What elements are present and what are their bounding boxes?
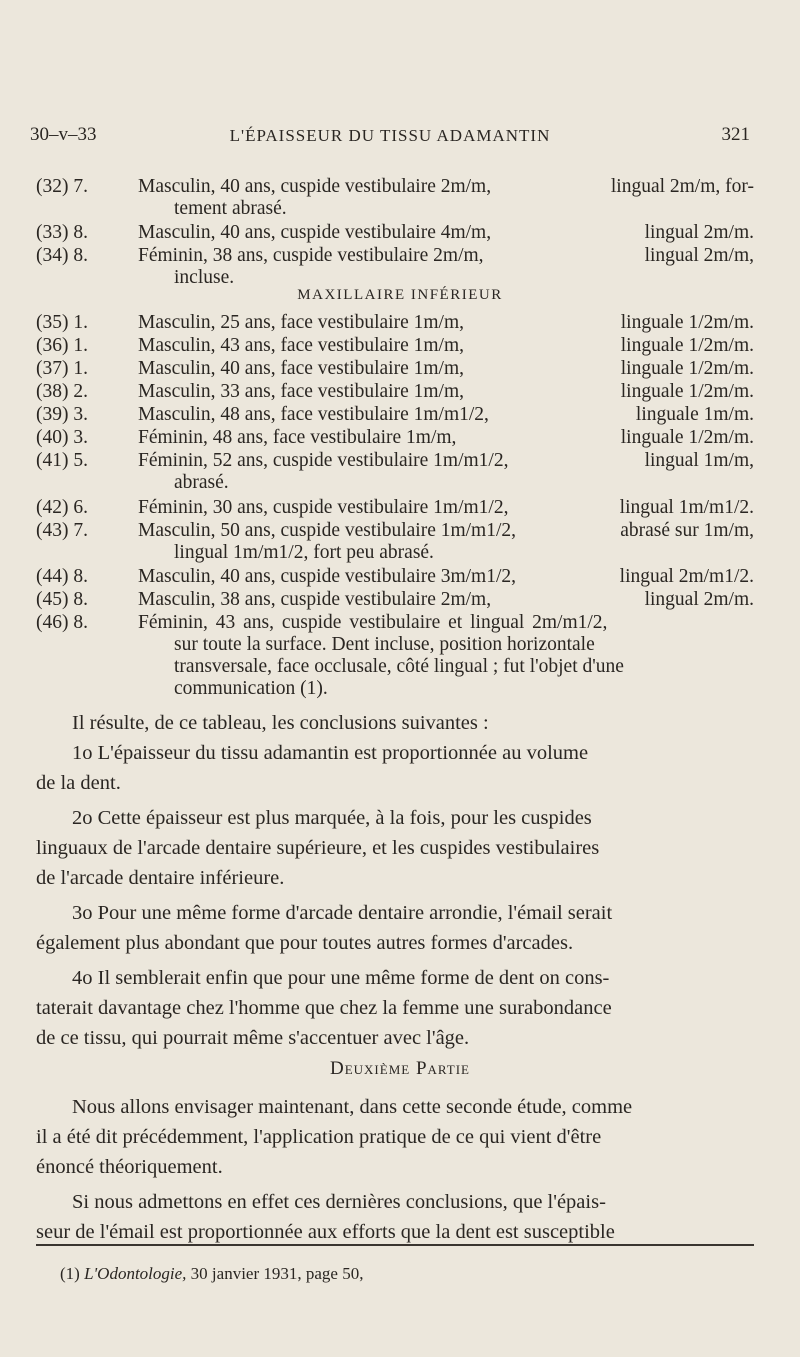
entry-number: (36) 1. (36, 335, 88, 356)
body-paragraph (36, 1092, 754, 1247)
entry-text: Féminin, 30 ans, cuspide vestibulaire 1m/m1/2, (138, 497, 509, 518)
entry-number: (43) 7. (36, 520, 88, 541)
entry-text: Féminin, 43 ans, cuspide vestibulaire et lingual 2m/m1/2, (138, 612, 608, 633)
conclusion-line: 1o L'épaisseur du tissu adamantin est proportionnée au volume (72, 742, 589, 764)
entry-number: (34) 8. (36, 245, 88, 266)
conclusion-line: 3o Pour une même forme d'arcade dentaire arrondie, l'émail serait (72, 902, 613, 924)
entry-right: lingual 1m/m1/2. (619, 497, 754, 518)
entry-right: lingual 2m/m, for- (610, 176, 754, 197)
conclusion-line: linguaux de l'arcade dentaire supérieure, et les cuspides vestibulaires (36, 837, 600, 859)
conclusion-line: 4o Il semblerait enfin que pour une même forme de dent on cons- (72, 967, 610, 989)
page-number: 321 (721, 124, 750, 145)
part-title: Deuxième Partie (329, 1058, 470, 1079)
entry-number: (42) 6. (36, 497, 88, 518)
conclusion-line: également plus abondant que pour toutes autres formes d'arcades. (36, 932, 574, 954)
entry-number: (45) 8. (36, 589, 88, 610)
entry-number: (39) 3. (36, 404, 88, 425)
entry-continuation: incluse. (174, 267, 235, 288)
conclusions-intro: Il résulte, de ce tableau, les conclusions suivantes : (72, 712, 489, 734)
entry-right: lingual 2m/m. (644, 589, 754, 610)
conclusions-block (36, 708, 754, 1053)
entry-right: linguale 1/2m/m. (620, 427, 754, 448)
body-line: Nous allons envisager maintenant, dans cette seconde étude, comme (72, 1096, 633, 1118)
footnote-number: (1) (60, 1264, 80, 1283)
section-heading: MAXILLAIRE INFÉRIEUR (297, 287, 503, 303)
entry-number: (41) 5. (36, 450, 88, 471)
entry-right: linguale 1/2m/m. (620, 312, 754, 333)
entry-text: Féminin, 38 ans, cuspide vestibulaire 2m/m, (138, 245, 484, 266)
body-line: seur de l'émail est proportionnée aux efforts que la dent est susceptible (36, 1221, 615, 1243)
conclusion-line: de ce tissu, qui pourrait même s'accentuer avec l'âge. (36, 1027, 470, 1049)
entry-continuation: lingual 1m/m1/2, fort peu abrasé. (174, 542, 434, 563)
entry-number: (35) 1. (36, 312, 88, 333)
footnote-rule (36, 1244, 754, 1246)
entry-number: (40) 3. (36, 427, 88, 448)
conclusion-line: taterait davantage chez l'homme que chez la femme une surabondance (36, 997, 612, 1019)
entry-text: Masculin, 25 ans, face vestibulaire 1m/m, (138, 312, 464, 333)
entry-right: linguale 1/2m/m. (620, 358, 754, 379)
entry-text: Masculin, 40 ans, cuspide vestibulaire 2m/m, (138, 176, 492, 197)
footnote-source: L'Odontologie, (84, 1264, 187, 1283)
entry-text: Masculin, 40 ans, cuspide vestibulaire 4m/m, (138, 222, 492, 243)
entry-right: lingual 1m/m, (644, 450, 754, 471)
footnote-detail: 30 janvier 1931, page 50, (190, 1264, 364, 1283)
entry-continuation: tement abrasé. (174, 198, 287, 219)
body-line: Si nous admettons en effet ces dernières conclusions, que l'épais- (72, 1191, 606, 1213)
entry-text: Féminin, 52 ans, cuspide vestibulaire 1m/m1/2, (138, 450, 509, 471)
entry-right: linguale 1/2m/m. (620, 381, 754, 402)
entry-right: lingual 2m/m, (644, 245, 754, 266)
entry-number: (33) 8. (36, 222, 88, 243)
running-header (30, 124, 750, 152)
entry-continuation: sur toute la surface. Dent incluse, position horizontale (174, 634, 595, 655)
entry-right: abrasé sur 1m/m, (620, 520, 754, 541)
entry-text: Masculin, 38 ans, cuspide vestibulaire 2m/m, (138, 589, 492, 610)
entry-text: Masculin, 43 ans, face vestibulaire 1m/m, (138, 335, 464, 356)
entry-right: lingual 2m/m. (644, 222, 754, 243)
body-line: il a été dit précédemment, l'application pratique de ce qui vient d'être (36, 1126, 602, 1148)
conclusion-line: de l'arcade dentaire inférieure. (36, 867, 285, 889)
entry-text: Masculin, 48 ans, face vestibulaire 1m/m1/2, (138, 404, 489, 425)
entry-text: Masculin, 50 ans, cuspide vestibulaire 1m/m1/2, (138, 520, 517, 541)
entry-continuation: abrasé. (174, 472, 229, 493)
entry-number: (37) 1. (36, 358, 88, 379)
entry-number: (38) 2. (36, 381, 88, 402)
entry-text: Féminin, 48 ans, face vestibulaire 1m/m, (138, 427, 457, 448)
conclusion-line: 2o Cette épaisseur est plus marquée, à la fois, pour les cuspides (72, 807, 592, 829)
header-title: L'ÉPAISSEUR DU TISSU ADAMANTIN (229, 126, 551, 145)
entry-text: Masculin, 40 ans, cuspide vestibulaire 3m/m1/2, (138, 566, 517, 587)
footnote (60, 1264, 363, 1284)
header-date: 30–v–33 (30, 124, 97, 145)
entry-right: linguale 1/2m/m. (620, 335, 754, 356)
body-line: énoncé théoriquement. (36, 1156, 223, 1178)
entry-continuation: transversale, face occlusale, côté lingual ; fut l'objet d'une (174, 656, 624, 677)
entry-right: linguale 1m/m. (635, 404, 754, 425)
conclusion-line: de la dent. (36, 772, 121, 794)
entry-number: (32) 7. (36, 176, 88, 197)
entry-number: (46) 8. (36, 612, 88, 633)
entry-number: (44) 8. (36, 566, 88, 587)
entry-right: lingual 2m/m1/2. (619, 566, 754, 587)
entry-continuation: communication (1). (174, 678, 328, 699)
entry-text: Masculin, 33 ans, face vestibulaire 1m/m, (138, 381, 464, 402)
entry-text: Masculin, 40 ans, face vestibulaire 1m/m, (138, 358, 464, 379)
